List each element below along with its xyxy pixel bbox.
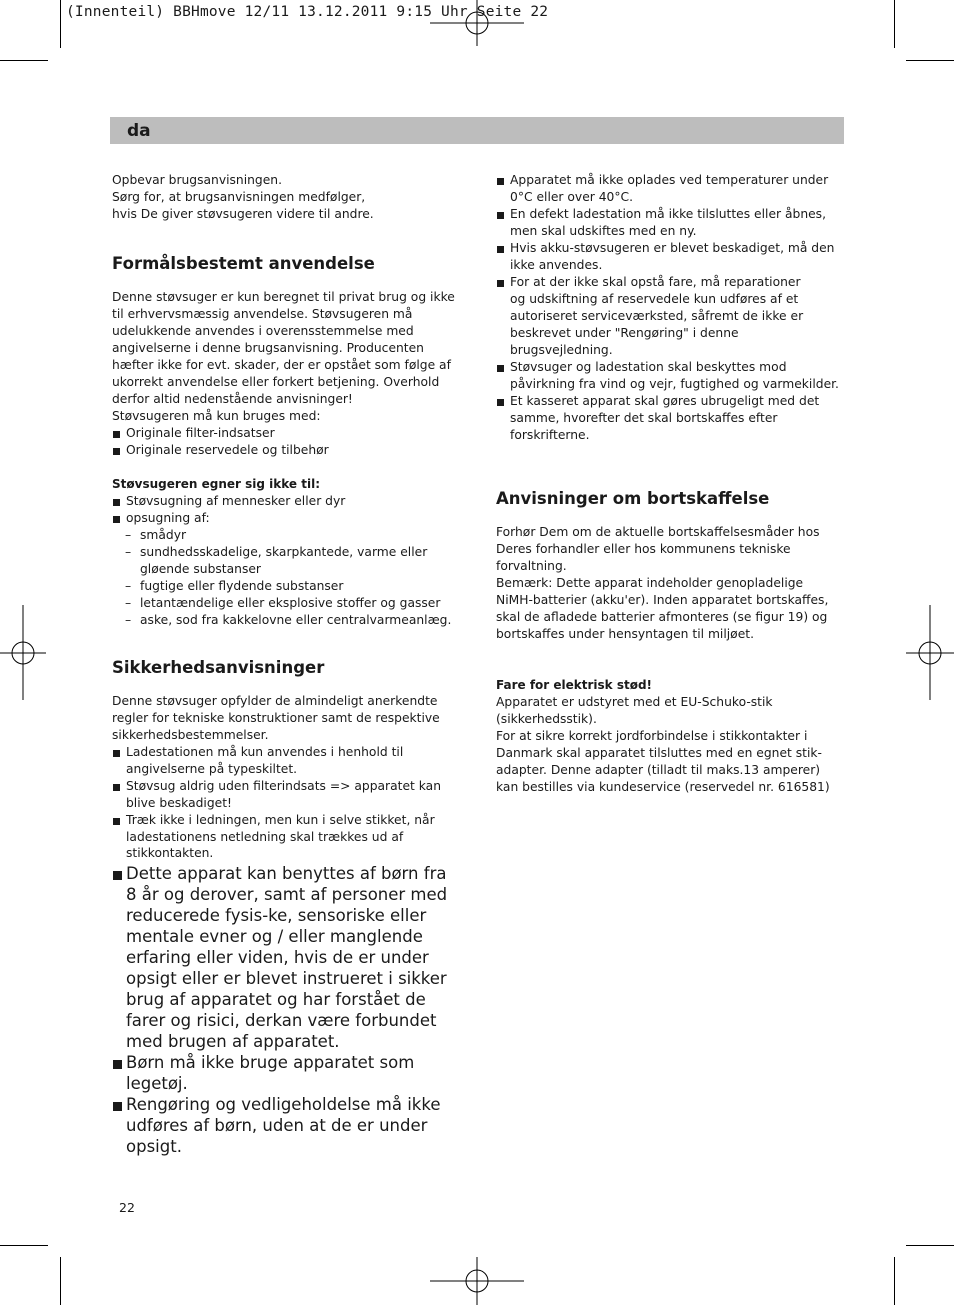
text-line: legetøj. <box>126 1073 188 1093</box>
dash-item <box>112 544 462 578</box>
text-line: Sørg for, at brugsanvisningen medfølger, <box>112 190 366 204</box>
text-line: angivelserne i denne brugsanvisning. Producenten <box>112 341 424 355</box>
text-line: skal de afladede batterier afmonteres (se figur 19) og <box>496 610 828 624</box>
text-line: – sundhedsskadelige, skarpkantede, varme eller <box>140 545 428 559</box>
text-line: Støvsuger og ladestation skal beskyttes mod <box>510 360 787 374</box>
text-line: – aske, sod fra kakkelovne eller centralvarmeanlæg. <box>140 613 452 627</box>
text-line: reducerede fysis-ke, sensoriske eller <box>126 905 427 925</box>
text-line: Apparatet må ikke oplades ved temperaturer under <box>510 173 829 187</box>
registration-mark-icon <box>0 605 48 701</box>
text-line: Opbevar brugsanvisningen. <box>112 173 283 187</box>
crop-mark <box>894 1257 895 1305</box>
print-slug: (Innenteil) BBHmove 12/11 13.12.2011 9:15 Uhr Seite 22 <box>66 4 549 20</box>
text-line: Træk ikke i ledningen, men kun i selve stikket, når <box>126 813 435 827</box>
large-notice <box>112 863 462 1157</box>
bullet-item: Støvsugning af mennesker eller dyr <box>112 493 462 510</box>
text-line: Støvsugeren må kun bruges med: <box>112 409 321 423</box>
text-line: Rengøring og vedligeholdelse må ikke <box>126 1094 441 1114</box>
text-line: hvis De giver støvsugeren videre til andre. <box>112 207 374 221</box>
crop-mark <box>60 0 61 48</box>
section-heading: Anvisninger om bortskaffelse <box>496 489 770 508</box>
text-line: og udskiftning af reservedele kun udføres af et <box>510 292 799 306</box>
text-line: (sikkerhedsstik). <box>496 712 597 726</box>
crop-mark <box>894 0 895 48</box>
text-line: med brugen af apparatet. <box>126 1031 340 1051</box>
text-line: angivelserne på typeskiltet. <box>126 762 298 776</box>
language-tag: da <box>127 121 151 141</box>
text-line: En defekt ladestation må ikke tilsluttes eller åbnes, <box>510 207 826 221</box>
warning-body <box>496 694 841 796</box>
text-line: udelukkende anvendes i overensstemmelse med <box>112 324 414 338</box>
text-line: Bemærk: Dette apparat indeholder genopladelige <box>496 576 804 590</box>
text-line: – smådyr <box>140 528 187 542</box>
dash-item <box>112 612 462 629</box>
left-column <box>112 172 462 1157</box>
text-line: Deres forhandler eller hos kommunens tekniske <box>496 542 791 556</box>
crop-mark <box>0 1245 48 1246</box>
bullet-item <box>496 393 841 444</box>
text-line: beskrevet under "Rengøring" i denne <box>510 326 739 340</box>
page-number: 22 <box>119 1200 135 1215</box>
section-body <box>496 524 841 643</box>
crop-mark <box>906 1245 954 1246</box>
text-line: NiMH-batterier (akku'er). Inden apparatet bortskaffes, <box>496 593 829 607</box>
crop-mark <box>0 60 48 61</box>
text-line: 0°C eller over 40°C. <box>510 190 634 204</box>
crop-mark <box>906 60 954 61</box>
text-line: udføres af børn, uden at de er under <box>126 1115 428 1135</box>
bullet-item <box>496 359 841 393</box>
bullet-item <box>112 812 462 862</box>
text-line: brugsvejledning. <box>510 343 613 357</box>
text-line: stikkontakten. <box>126 846 214 860</box>
text-line: Ladestationen må kun anvendes i henhold til <box>126 745 404 759</box>
section-heading: Sikkerhedsanvisninger <box>112 658 325 677</box>
section-body <box>112 289 462 425</box>
text-line: hæfter ikke for evt. skader, der er opstået som følge af <box>112 358 451 372</box>
text-line: ukorrekt anvendelse eller forkert betjening. Overhold <box>112 375 440 389</box>
bullet-item: opsugning af: <box>112 510 462 527</box>
bullet-item <box>112 744 462 778</box>
bullet-item <box>112 863 462 1052</box>
text-line: farer og risici, derkan være forbundet <box>126 1010 437 1030</box>
text-line: Dette apparat kan benyttes af børn fra <box>126 863 447 883</box>
text-line: autoriseret serviceværksted, såfremt de ikke er <box>510 309 804 323</box>
dash-item <box>112 595 462 612</box>
text-line: opsigt. <box>126 1136 182 1156</box>
text-line: til erhvervsmæssig anvendelse. Støvsugeren må <box>112 307 413 321</box>
dash-item <box>112 578 462 595</box>
text-line: Børn må ikke bruge apparatet som <box>126 1052 415 1072</box>
bullet-item <box>496 206 841 240</box>
bullet-item <box>112 1094 462 1157</box>
intro-text <box>112 172 462 223</box>
bullet-item <box>112 1052 462 1094</box>
text-line: Et kasseret apparat skal gøres ubrugeligt med det <box>510 394 820 408</box>
bullet-item <box>496 274 841 359</box>
text-line: – fugtige eller flydende substanser <box>140 579 344 593</box>
right-column <box>496 172 841 796</box>
text-line: blive beskadiget! <box>126 796 232 810</box>
section-heading: Formålsbestemt anvendelse <box>112 254 375 273</box>
language-bar <box>110 117 844 144</box>
bullet-item: Originale reservedele og tilbehør <box>112 442 462 459</box>
text-line: brug af apparatet og har forstået de <box>126 989 426 1009</box>
text-line: samme, hvorefter det skal bortskaffes efter <box>510 411 778 425</box>
warning-heading: Fare for elektrisk stød! <box>496 678 653 692</box>
text-line: men skal udskiftes med en ny. <box>510 224 697 238</box>
text-line: opsigt eller er blevet instrueret i sikker <box>126 968 447 988</box>
section-body <box>112 693 462 744</box>
registration-mark-icon <box>906 605 954 701</box>
text-line: Denne støvsuger er kun beregnet til privat brug og ikke <box>112 290 455 304</box>
text-line: derfor altid nedenstående anvisninger! <box>112 392 353 406</box>
text-line: bortskaffes under hensyntagen til miljøet. <box>496 627 755 641</box>
text-line: Forhør Dem om de aktuelle bortskaffelsesmåder hos <box>496 525 820 539</box>
text-line: gløende substanser <box>140 562 261 576</box>
dash-item <box>112 527 462 544</box>
subheading: Støvsugeren egner sig ikke til: <box>112 477 320 491</box>
text-line: mentale evner og / eller manglende <box>126 926 423 946</box>
text-line: påvirkning fra vind og vejr, fugtighed og varmekilder. <box>510 377 839 391</box>
text-line: ladestationens netledning skal trækkes ud af <box>126 829 404 844</box>
bullet-item: Originale filter-indsatser <box>112 425 462 442</box>
bullet-item <box>496 172 841 206</box>
bullet-item <box>112 778 462 812</box>
text-line: For at der ikke skal opstå fare, må reparationer <box>510 275 801 289</box>
text-line: Støvsug aldrig uden filterindsats => apparatet kan <box>126 779 441 793</box>
text-line: Denne støvsuger opfylder de almindeligt anerkendte <box>112 694 438 708</box>
crop-mark <box>60 1257 61 1305</box>
text-line: Hvis akku-støvsugeren er blevet beskadiget, må den <box>510 241 835 255</box>
text-line: 8 år og derover, samt af personer med <box>126 884 448 904</box>
text-line: – letantændelige eller eksplosive stoffer og gasser <box>140 596 441 610</box>
text-line: forvaltning. <box>496 559 567 573</box>
text-line: forskrifterne. <box>510 428 590 442</box>
text-line: sikkerhedsbestemmelser. <box>112 728 269 742</box>
text-line: regler for tekniske konstruktioner samt de respektive <box>112 711 440 725</box>
text-line: Apparatet er udstyret med et EU-Schuko-stik <box>496 695 773 709</box>
text-line: ikke anvendes. <box>510 258 603 272</box>
text-line: erfaring eller viden, hvis de er under <box>126 947 429 967</box>
text-line: Danmark skal apparatet tilsluttes med en egnet stik- <box>496 746 822 760</box>
text-line: For at sikre korrekt jordforbindelse i stikkontakter i <box>496 729 808 743</box>
text-line: kan bestilles via kundeservice (reservedel nr. 616581) <box>496 780 830 794</box>
text-line: adapter. Denne adapter (tilladt til maks.13 amperer) <box>496 763 821 777</box>
registration-mark-icon <box>430 1257 526 1305</box>
bullet-item <box>496 240 841 274</box>
